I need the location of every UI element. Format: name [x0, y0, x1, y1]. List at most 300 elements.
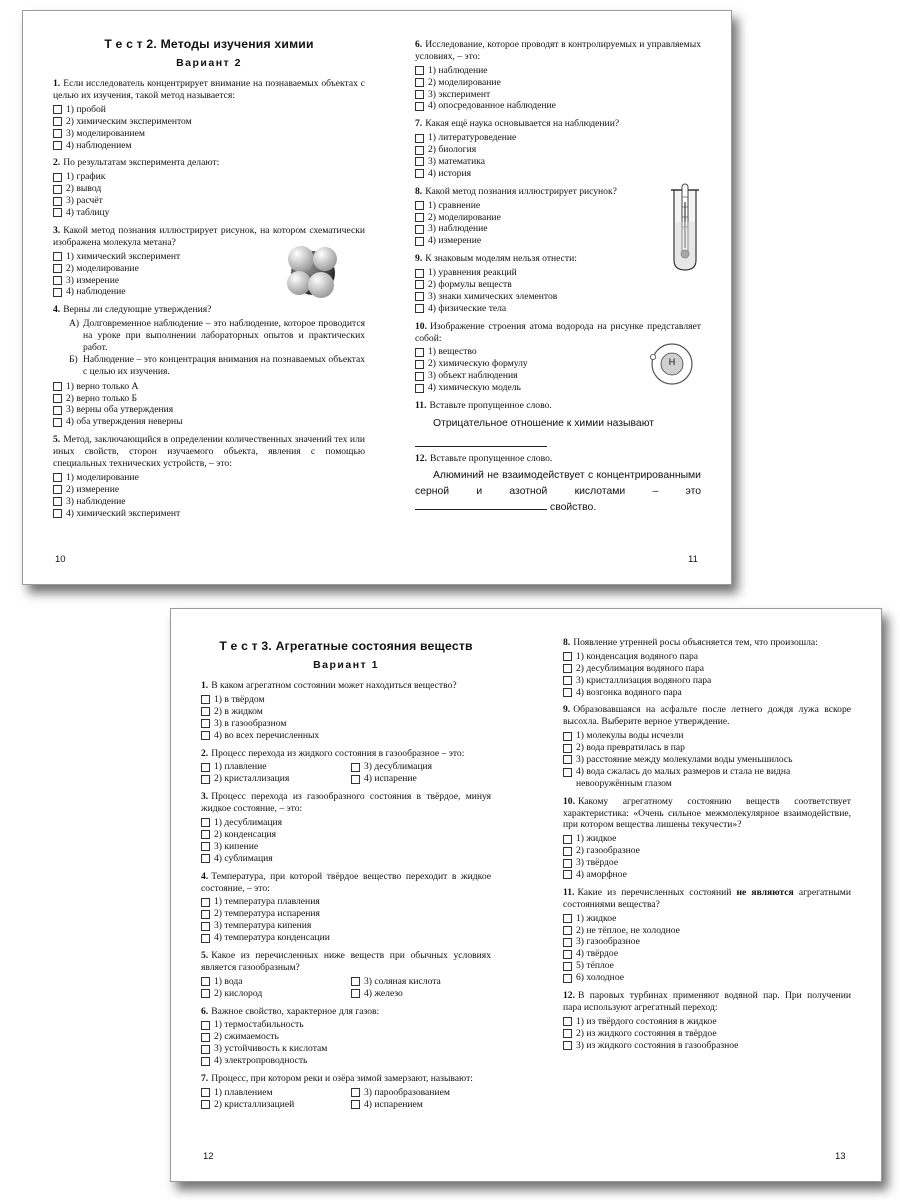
checkbox[interactable] [415, 269, 424, 278]
answer-option[interactable] [563, 948, 851, 960]
checkbox[interactable] [53, 129, 62, 138]
checkbox[interactable] [351, 989, 360, 998]
checkbox[interactable] [351, 775, 360, 784]
checkbox[interactable] [563, 938, 572, 947]
question-number: 8. [415, 185, 423, 197]
question-text: Какой метод познания иллюстрирует рисунок? [425, 185, 617, 197]
option-label: 1) в твёрдом [214, 694, 265, 706]
checkbox[interactable] [415, 280, 424, 289]
checkbox[interactable] [201, 719, 210, 728]
answer-option[interactable] [563, 754, 851, 766]
page-number: 13 [835, 1151, 846, 1162]
option-label: 3) эксперимент [428, 88, 491, 100]
question-number: 4. [201, 870, 209, 882]
checkbox[interactable] [201, 989, 210, 998]
checkbox[interactable] [563, 835, 572, 844]
question-text: По результатам эксперимента делают: [63, 157, 220, 169]
answer-option[interactable] [563, 766, 851, 790]
answer-option[interactable] [415, 235, 701, 247]
answer-option[interactable] [351, 976, 491, 988]
checkbox[interactable] [53, 382, 62, 391]
answer-option[interactable] [201, 932, 491, 944]
checkbox[interactable] [201, 977, 210, 986]
question-5 [201, 950, 491, 1000]
checkbox[interactable] [53, 276, 62, 285]
option-label: 4) наблюдением [66, 139, 132, 151]
question-6 [201, 1006, 491, 1067]
checkbox[interactable] [53, 141, 62, 150]
option-label: 4) электропроводность [214, 1055, 308, 1067]
checkbox[interactable] [351, 1100, 360, 1109]
option-label: 4) история [428, 167, 471, 179]
answer-option[interactable] [351, 988, 491, 1000]
checkbox[interactable] [415, 360, 424, 369]
statement-letter: А) [69, 318, 80, 330]
answer-option[interactable] [53, 195, 365, 207]
checkbox[interactable] [53, 485, 62, 494]
answer-option[interactable] [53, 183, 365, 195]
answer-option[interactable] [415, 200, 701, 212]
question-text: Образовавшаяся на асфальте после летнего дождя лужа вскоре высохла. Выберите верное утверждение. [563, 704, 851, 728]
question-number: 10. [563, 795, 575, 807]
answer-option[interactable] [53, 472, 365, 484]
option-label: 1) сравнение [428, 199, 481, 211]
answer-option[interactable] [415, 65, 701, 77]
option-label: 1) моделирование [66, 471, 139, 483]
option-label: 2) не тёплое, не холодное [576, 924, 680, 936]
answer-option[interactable] [563, 869, 851, 881]
answer-option[interactable] [53, 207, 365, 219]
checkbox[interactable] [351, 977, 360, 986]
checkbox[interactable] [53, 117, 62, 126]
checkbox[interactable] [563, 1041, 572, 1050]
page-10 [53, 37, 365, 525]
answer-option[interactable] [201, 1087, 351, 1099]
option-label: 2) вывод [66, 183, 102, 195]
option-label: 3) математика [428, 156, 485, 168]
answer-option[interactable] [563, 1016, 851, 1028]
checkbox[interactable] [201, 1045, 210, 1054]
question-8 [415, 186, 701, 247]
atom-nucleus-label: H [668, 356, 676, 367]
option-label: 3) измерение [66, 274, 120, 286]
question-9 [563, 704, 851, 789]
option-label: 2) температура испарения [214, 908, 320, 920]
checkbox[interactable] [53, 473, 62, 482]
option-label: 2) газообразное [576, 845, 640, 857]
question-number: 9. [415, 253, 423, 265]
question-text: Метод, заключающийся в определении количественных значений тех или иных свойств, сторон изучаемого объекта, явления с помощью специальных технических устройств, – это: [53, 434, 365, 469]
checkbox[interactable] [415, 225, 424, 234]
sentence-end: свойство. [550, 501, 597, 513]
question-number: 6. [415, 39, 423, 50]
checkbox[interactable] [415, 213, 424, 222]
answer-option[interactable] [563, 1028, 851, 1040]
option-label: 2) в жидком [214, 705, 263, 717]
answer-option[interactable] [201, 1043, 491, 1055]
option-label: 1) плавлением [214, 1086, 273, 1098]
option-label: 2) сжимаемость [214, 1031, 279, 1043]
option-label: 2) из жидкого состояния в твёрдое [576, 1027, 717, 1039]
answer-option[interactable] [201, 730, 491, 742]
question-12 [563, 990, 851, 1051]
checkbox[interactable] [563, 732, 572, 741]
option-label: 2) биология [428, 144, 477, 156]
answer-option[interactable] [415, 279, 701, 291]
checkbox[interactable] [415, 292, 424, 301]
answer-option[interactable] [563, 857, 851, 869]
question-12 [415, 453, 701, 516]
checkbox[interactable] [201, 731, 210, 740]
page-number: 10 [55, 554, 66, 565]
checkbox[interactable] [415, 134, 424, 143]
answer-option[interactable] [351, 773, 491, 785]
checkbox[interactable] [415, 90, 424, 99]
checkbox[interactable] [563, 950, 572, 959]
checkbox[interactable] [53, 497, 62, 506]
option-label: 3) температура кипения [214, 920, 312, 932]
checkbox[interactable] [53, 105, 62, 114]
checkbox[interactable] [563, 1029, 572, 1038]
answer-option[interactable] [53, 404, 365, 416]
answer-option[interactable] [201, 853, 491, 865]
checkbox[interactable] [201, 1100, 210, 1109]
answer-option[interactable] [201, 718, 491, 730]
question-7 [201, 1073, 491, 1111]
question-text: Важное свойство, характерное для газов: [211, 1005, 380, 1017]
question-11 [415, 400, 701, 447]
checkbox[interactable] [201, 1088, 210, 1097]
answer-option[interactable] [563, 1040, 851, 1052]
option-label: 4) измерение [428, 235, 482, 247]
checkbox[interactable] [53, 252, 62, 261]
checkbox[interactable] [415, 169, 424, 178]
checkbox[interactable] [201, 763, 210, 772]
statement-letter: Б) [69, 353, 78, 365]
checkbox[interactable] [415, 372, 424, 381]
answer-option[interactable] [53, 496, 365, 508]
answer-option[interactable] [53, 508, 365, 520]
question-text: Процесс перехода из газообразного состояния в твёрдое, минуя жидкое состояние, – это: [201, 791, 491, 815]
page-12 [201, 639, 491, 1117]
question-number: 3. [53, 224, 61, 236]
answer-option[interactable] [563, 833, 851, 845]
checkbox[interactable] [201, 818, 210, 827]
checkbox[interactable] [415, 237, 424, 246]
option-label: 1) вода [214, 975, 243, 987]
answer-option[interactable] [53, 171, 365, 183]
answer-option[interactable] [53, 416, 365, 428]
question-text: В паровых турбинах применяют водяной пар. При получении пара используют агрегатный переход: [563, 990, 851, 1013]
answer-option[interactable] [563, 913, 851, 925]
answer-option[interactable] [201, 920, 491, 932]
option-label: 1) наблюдение [428, 64, 488, 76]
option-label: 2) измерение [66, 483, 120, 495]
option-label: 4) железо [364, 987, 403, 999]
answer-option[interactable] [415, 212, 701, 224]
question-number: 5. [201, 949, 209, 961]
question-10 [415, 321, 701, 394]
answer-option[interactable] [563, 845, 851, 857]
checkbox[interactable] [563, 847, 572, 856]
checkbox[interactable] [563, 914, 572, 923]
answer-option[interactable] [53, 484, 365, 496]
question-text: Вставьте пропущенное слово. [430, 452, 553, 464]
methane-molecule-model-icon [281, 243, 345, 301]
checkbox[interactable] [563, 962, 572, 971]
option-label: 3) кипение [214, 840, 259, 852]
checkbox[interactable] [201, 898, 210, 907]
answer-option[interactable] [53, 393, 365, 405]
answer-option[interactable] [415, 144, 701, 156]
checkbox[interactable] [563, 755, 572, 764]
question-4 [201, 871, 491, 944]
book-spread-pages-10-11 [22, 10, 732, 585]
option-label: 1) молекулы воды исчезли [576, 730, 684, 742]
checkbox[interactable] [563, 1017, 572, 1026]
answer-option[interactable] [53, 116, 365, 128]
answer-option[interactable] [563, 730, 851, 742]
answer-option[interactable] [201, 976, 351, 988]
checkbox[interactable] [201, 775, 210, 784]
test-3-title: Т е с т 3. Агрегатные состояния веществ [219, 639, 473, 653]
question-2 [201, 748, 491, 786]
checkbox[interactable] [415, 201, 424, 210]
checkbox[interactable] [201, 1057, 210, 1066]
option-label: 4) опосредованное наблюдение [428, 100, 556, 112]
checkbox[interactable] [563, 926, 572, 935]
question-4 [53, 304, 365, 428]
option-label: 1) химический эксперимент [66, 250, 181, 262]
answer-option[interactable] [415, 291, 701, 303]
option-label: 1) температура плавления [214, 896, 320, 908]
answer-option[interactable] [53, 140, 365, 152]
question-number: 4. [53, 304, 61, 316]
answer-option[interactable] [415, 168, 701, 180]
answer-option[interactable] [415, 89, 701, 101]
option-label: 1) жидкое [576, 912, 617, 924]
option-label: 1) литературоведение [428, 132, 517, 144]
checkbox[interactable] [415, 157, 424, 166]
checkbox[interactable] [415, 78, 424, 87]
checkbox[interactable] [415, 304, 424, 313]
answer-option[interactable] [415, 77, 701, 89]
question-text: Температура, при которой твёрдое вещество переходит в жидкое состояние, – это: [201, 870, 491, 894]
question-number: 9. [563, 704, 571, 716]
answer-option[interactable] [563, 925, 851, 937]
answer-option[interactable] [53, 128, 365, 140]
test-2-title: Т е с т 2. Методы изучения химии [104, 37, 314, 51]
checkbox[interactable] [351, 1088, 360, 1097]
option-label: 4) сублимация [214, 852, 273, 864]
option-label: 1) из твёрдого состояния в жидкое [576, 1015, 717, 1027]
answer-option[interactable] [415, 303, 701, 315]
option-label: 1) вещество [428, 346, 477, 358]
option-label: 5) тёплое [576, 960, 614, 972]
sentence-start: Алюминий не взаимодействует с концентрированными серной и азотной кислотами – это [415, 470, 701, 498]
answer-option[interactable] [53, 104, 365, 116]
answer-option[interactable] [415, 223, 701, 235]
answer-option[interactable] [201, 829, 491, 841]
option-label: 4) оба утверждения неверны [66, 416, 183, 428]
checkbox[interactable] [563, 870, 572, 879]
checkbox[interactable] [201, 830, 210, 839]
option-label: 1) пробой [66, 103, 106, 115]
answer-option[interactable] [201, 1099, 351, 1111]
option-label: 3) кристаллизация водяного пара [576, 674, 712, 686]
checkbox[interactable] [53, 394, 62, 403]
question-text: К знаковым моделям нельзя отнести: [425, 253, 577, 265]
answer-option[interactable] [201, 908, 491, 920]
answer-option[interactable] [563, 687, 851, 699]
checkbox[interactable] [563, 768, 572, 777]
option-label: 1) график [66, 171, 106, 183]
checkbox[interactable] [201, 854, 210, 863]
checkbox[interactable] [415, 348, 424, 357]
answer-option[interactable] [201, 896, 491, 908]
question-9 [415, 253, 701, 314]
question-number: 1. [53, 78, 61, 90]
option-label: 3) из жидкого состояния в газообразное [576, 1039, 739, 1051]
checkbox[interactable] [53, 173, 62, 182]
question-text-start: Какие из перечисленных состояний [577, 886, 732, 898]
checkbox[interactable] [201, 910, 210, 919]
checkbox[interactable] [201, 842, 210, 851]
answer-option[interactable] [201, 1019, 491, 1031]
checkbox[interactable] [563, 688, 572, 697]
option-label: 2) моделирование [428, 211, 501, 223]
option-label: 3) наблюдение [428, 223, 488, 235]
question-number: 10. [415, 320, 427, 332]
page-number: 11 [688, 554, 698, 565]
checkbox[interactable] [563, 676, 572, 685]
option-label: 3) верны оба утверждения [66, 404, 174, 416]
answer-option[interactable] [351, 1099, 491, 1111]
checkbox[interactable] [53, 509, 62, 518]
answer-option[interactable] [415, 132, 701, 144]
question-number: 12. [563, 990, 575, 1002]
answer-option[interactable] [415, 156, 701, 168]
option-label: 3) газообразное [576, 936, 640, 948]
question-3 [201, 791, 491, 864]
option-label: 4) во всех перечисленных [214, 729, 320, 741]
option-label: 4) испарением [364, 1098, 423, 1110]
option-label: 2) десублимация водяного пара [576, 662, 705, 674]
answer-option[interactable] [563, 675, 851, 687]
answer-option[interactable] [201, 773, 351, 785]
answer-option[interactable] [201, 706, 491, 718]
question-text: Вставьте пропущенное слово. [429, 400, 552, 412]
question-text: Какому агрегатному состоянию веществ соответствует характеристика: «Очень сильное межмолекулярное взаимодействие, при котором вещества лишены текучести»? [563, 795, 851, 831]
question-2 [53, 157, 365, 218]
answer-option[interactable] [351, 1087, 491, 1099]
checkbox[interactable] [53, 185, 62, 194]
option-label: 1) конденсация водяного пара [576, 650, 699, 662]
answer-option[interactable] [563, 663, 851, 675]
checkbox[interactable] [563, 974, 572, 983]
checkbox[interactable] [415, 66, 424, 75]
option-label: 3) расстояние между молекулами воды уменьшилось [576, 754, 793, 766]
answer-option[interactable] [563, 651, 851, 663]
question-text: Верны ли следующие утверждения? [63, 304, 212, 316]
option-label: 1) жидкое [576, 833, 617, 845]
answer-option[interactable] [201, 817, 491, 829]
option-label: 4) физические тела [428, 302, 507, 314]
option-label: 3) парообразованием [364, 1086, 450, 1098]
checkbox[interactable] [563, 744, 572, 753]
option-label: 2) химическим экспериментом [66, 115, 192, 127]
option-label: 2) формулы веществ [428, 279, 512, 291]
answer-option[interactable] [201, 694, 491, 706]
checkbox[interactable] [201, 1021, 210, 1030]
checkbox[interactable] [53, 288, 62, 297]
option-label: 2) химическую формулу [428, 358, 528, 370]
checkbox[interactable] [201, 922, 210, 931]
page-11 [415, 39, 701, 521]
checkbox[interactable] [563, 859, 572, 868]
question-1 [201, 680, 491, 741]
answer-option[interactable] [351, 761, 491, 773]
checkbox[interactable] [53, 264, 62, 273]
question-number: 7. [201, 1072, 209, 1084]
checkbox[interactable] [351, 763, 360, 772]
answer-blank[interactable] [415, 436, 547, 447]
question-number: 8. [563, 637, 571, 648]
answer-option[interactable] [563, 960, 851, 972]
statements [69, 318, 365, 377]
option-label: 4) аморфное [576, 869, 627, 881]
checkbox[interactable] [563, 652, 572, 661]
answer-option[interactable] [415, 267, 701, 279]
question-number: 11. [415, 400, 427, 412]
answer-option[interactable] [201, 988, 351, 1000]
statement-a: Долговременное наблюдение – это наблюдение, которое проводится на уроке при выполнении лабораторных опытов и практических работ. [83, 318, 365, 353]
answer-option[interactable] [201, 761, 351, 773]
option-label: 3) десублимация [364, 761, 433, 773]
checkbox[interactable] [201, 934, 210, 943]
question-11 [563, 887, 851, 984]
checkbox[interactable] [53, 197, 62, 206]
checkbox[interactable] [53, 406, 62, 415]
answer-option[interactable] [563, 742, 851, 754]
checkbox[interactable] [415, 102, 424, 111]
fill-in-sentence: Отрицательное отношение к химии называют [433, 417, 655, 429]
checkbox[interactable] [201, 707, 210, 716]
option-label: 2) верно только Б [66, 392, 138, 404]
answer-blank[interactable] [415, 500, 547, 510]
answer-option[interactable] [563, 972, 851, 984]
answer-option[interactable] [53, 381, 365, 393]
answer-option[interactable] [201, 1031, 491, 1043]
option-label: 3) устойчивость к кислотам [214, 1043, 328, 1055]
option-label: 2) кристаллизацией [214, 1098, 295, 1110]
checkbox[interactable] [53, 418, 62, 427]
checkbox[interactable] [201, 695, 210, 704]
question-number: 1. [201, 680, 209, 692]
answer-option[interactable] [415, 100, 701, 112]
answer-option[interactable] [201, 1055, 491, 1067]
option-label: 4) таблицу [66, 207, 110, 219]
checkbox[interactable] [415, 146, 424, 155]
checkbox[interactable] [201, 1033, 210, 1042]
checkbox[interactable] [53, 208, 62, 217]
checkbox[interactable] [415, 384, 424, 393]
checkbox[interactable] [563, 664, 572, 673]
option-label: 4) наблюдение [66, 286, 126, 298]
answer-option[interactable] [563, 936, 851, 948]
answer-option[interactable] [201, 841, 491, 853]
question-3 [53, 225, 365, 298]
